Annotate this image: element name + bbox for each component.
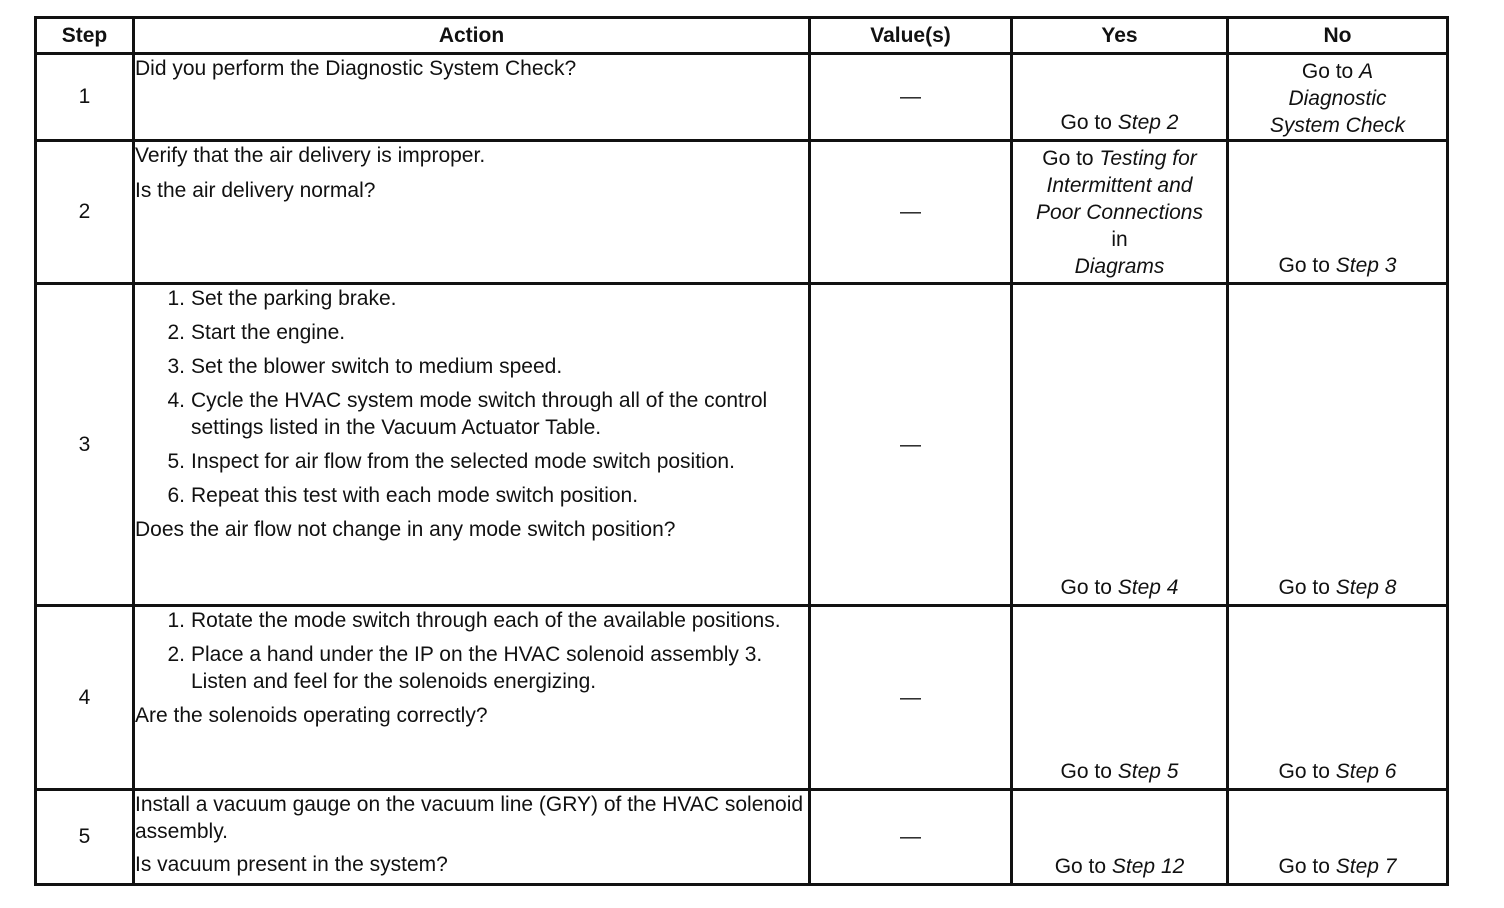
no-step-link[interactable]: Step 6 [1335, 760, 1397, 783]
yes-cell [1012, 284, 1228, 606]
table-row [36, 284, 1448, 606]
table-row [36, 54, 1448, 141]
no-step-link[interactable]: Step 7 [1335, 855, 1397, 878]
yes-ref-line4[interactable]: Diagrams [1074, 255, 1165, 278]
no-cell [1228, 790, 1448, 885]
substep-text: Repeat this test with each mode switch position. [191, 484, 639, 507]
substep-number: 6. [167, 484, 185, 507]
yes-answer [1013, 574, 1226, 601]
substep-text: Set the blower switch to medium speed. [191, 355, 563, 378]
value-dash: — [900, 85, 921, 108]
no-ref-line3[interactable]: System Check [1269, 114, 1406, 137]
action-question: Does the air flow not change in any mode switch position? [135, 518, 676, 541]
yes-step-link[interactable]: Step 12 [1111, 855, 1185, 878]
substep-number: 2. [167, 643, 185, 666]
header-step: Step [36, 18, 134, 54]
no-answer [1229, 574, 1446, 601]
step-number: 4 [36, 606, 134, 790]
yes-prefix: Go to [1060, 111, 1112, 134]
header-no: No [1228, 18, 1448, 54]
table-row [36, 606, 1448, 790]
no-step-link[interactable]: Step 8 [1335, 576, 1397, 599]
action-cell [134, 54, 810, 141]
no-cell [1228, 606, 1448, 790]
yes-answer [1013, 145, 1226, 280]
yes-prefix: Go to [1060, 760, 1112, 783]
yes-step-link[interactable]: Step 4 [1117, 576, 1179, 599]
value-dash: — [900, 825, 921, 848]
header-action: Action [134, 18, 810, 54]
action-cell [134, 141, 810, 284]
yes-prefix: Go to [1054, 855, 1107, 878]
value-dash: — [900, 685, 921, 709]
no-answer [1229, 252, 1446, 279]
no-prefix: Go to [1278, 254, 1330, 277]
yes-answer [1013, 109, 1226, 136]
table-row [36, 141, 1448, 284]
step-number: 2 [36, 141, 134, 284]
action-question: Are the solenoids operating correctly? [135, 704, 488, 727]
step-number: 3 [36, 284, 134, 606]
header-row [36, 18, 1448, 54]
substep-list [135, 607, 808, 695]
header-yes: Yes [1012, 18, 1228, 54]
no-cell [1228, 284, 1448, 606]
substep-text: Cycle the HVAC system mode switch through all of the control settings listed in the Vacuum Actuator Table. [191, 389, 768, 439]
yes-connector: in [1111, 228, 1128, 251]
value-cell [810, 284, 1012, 606]
step-number: 1 [36, 54, 134, 141]
list-item [167, 353, 808, 380]
substep-number: 2. [167, 321, 185, 344]
substep-text: Set the parking brake. [191, 287, 397, 310]
no-ref-line1[interactable]: A [1359, 60, 1374, 83]
yes-ref-line1[interactable]: Testing for [1099, 147, 1197, 170]
action-text: Verify that the air delivery is improper. [135, 144, 486, 167]
yes-step-link[interactable]: Step 2 [1117, 111, 1179, 134]
list-item [167, 285, 808, 312]
substep-text: Place a hand under the IP on the HVAC solenoid assembly 3. Listen and feel for the solenoids energizing. [191, 643, 763, 693]
yes-ref-line2[interactable]: Intermittent and [1046, 174, 1193, 197]
action-question: Is the air delivery normal? [135, 179, 376, 202]
action-text: Install a vacuum gauge on the vacuum line (GRY) of the HVAC solenoid assembly. [135, 793, 804, 843]
value-dash: — [900, 200, 921, 223]
substep-text: Start the engine. [191, 321, 346, 344]
yes-cell [1012, 54, 1228, 141]
action-text: Did you perform the Diagnostic System Check? [135, 57, 577, 80]
no-answer [1229, 58, 1446, 139]
value-dash: — [900, 432, 921, 456]
yes-answer [1013, 853, 1226, 880]
header-values: Value(s) [810, 18, 1012, 54]
no-prefix: Go to [1301, 60, 1354, 83]
diagnostic-table [34, 16, 1449, 886]
action-cell [134, 790, 810, 885]
value-cell [810, 606, 1012, 790]
yes-cell [1012, 606, 1228, 790]
list-item [167, 607, 808, 634]
no-prefix: Go to [1278, 855, 1330, 878]
substep-number: 4. [167, 389, 185, 412]
yes-prefix: Go to [1042, 147, 1094, 170]
no-ref-line2[interactable]: Diagnostic [1288, 87, 1387, 110]
value-cell [810, 54, 1012, 141]
substep-number: 1. [167, 287, 185, 310]
yes-ref-line3[interactable]: Poor Connections [1036, 201, 1203, 224]
no-answer [1229, 853, 1446, 880]
substep-text: Rotate the mode switch through each of the available positions. [191, 609, 781, 632]
yes-step-link[interactable]: Step 5 [1117, 760, 1179, 783]
yes-cell [1012, 141, 1228, 284]
no-cell [1228, 54, 1448, 141]
action-cell [134, 606, 810, 790]
list-item [167, 448, 808, 475]
yes-cell [1012, 790, 1228, 885]
substep-list [135, 285, 808, 509]
substep-number: 5. [167, 450, 185, 473]
no-prefix: Go to [1278, 576, 1330, 599]
no-step-link[interactable]: Step 3 [1335, 254, 1397, 277]
list-item [167, 319, 808, 346]
substep-number: 1. [167, 609, 185, 632]
no-cell [1228, 141, 1448, 284]
substep-text: Inspect for air flow from the selected mode switch position. [191, 450, 735, 473]
list-item [167, 641, 808, 695]
yes-prefix: Go to [1060, 576, 1112, 599]
table-row [36, 790, 1448, 885]
action-question: Is vacuum present in the system? [135, 853, 448, 876]
list-item [167, 482, 808, 509]
no-answer [1229, 758, 1446, 785]
substep-number: 3. [167, 355, 185, 378]
list-item [167, 387, 808, 441]
value-cell [810, 790, 1012, 885]
value-cell [810, 141, 1012, 284]
yes-answer [1013, 758, 1226, 785]
no-prefix: Go to [1278, 760, 1330, 783]
step-number: 5 [36, 790, 134, 885]
action-cell [134, 284, 810, 606]
